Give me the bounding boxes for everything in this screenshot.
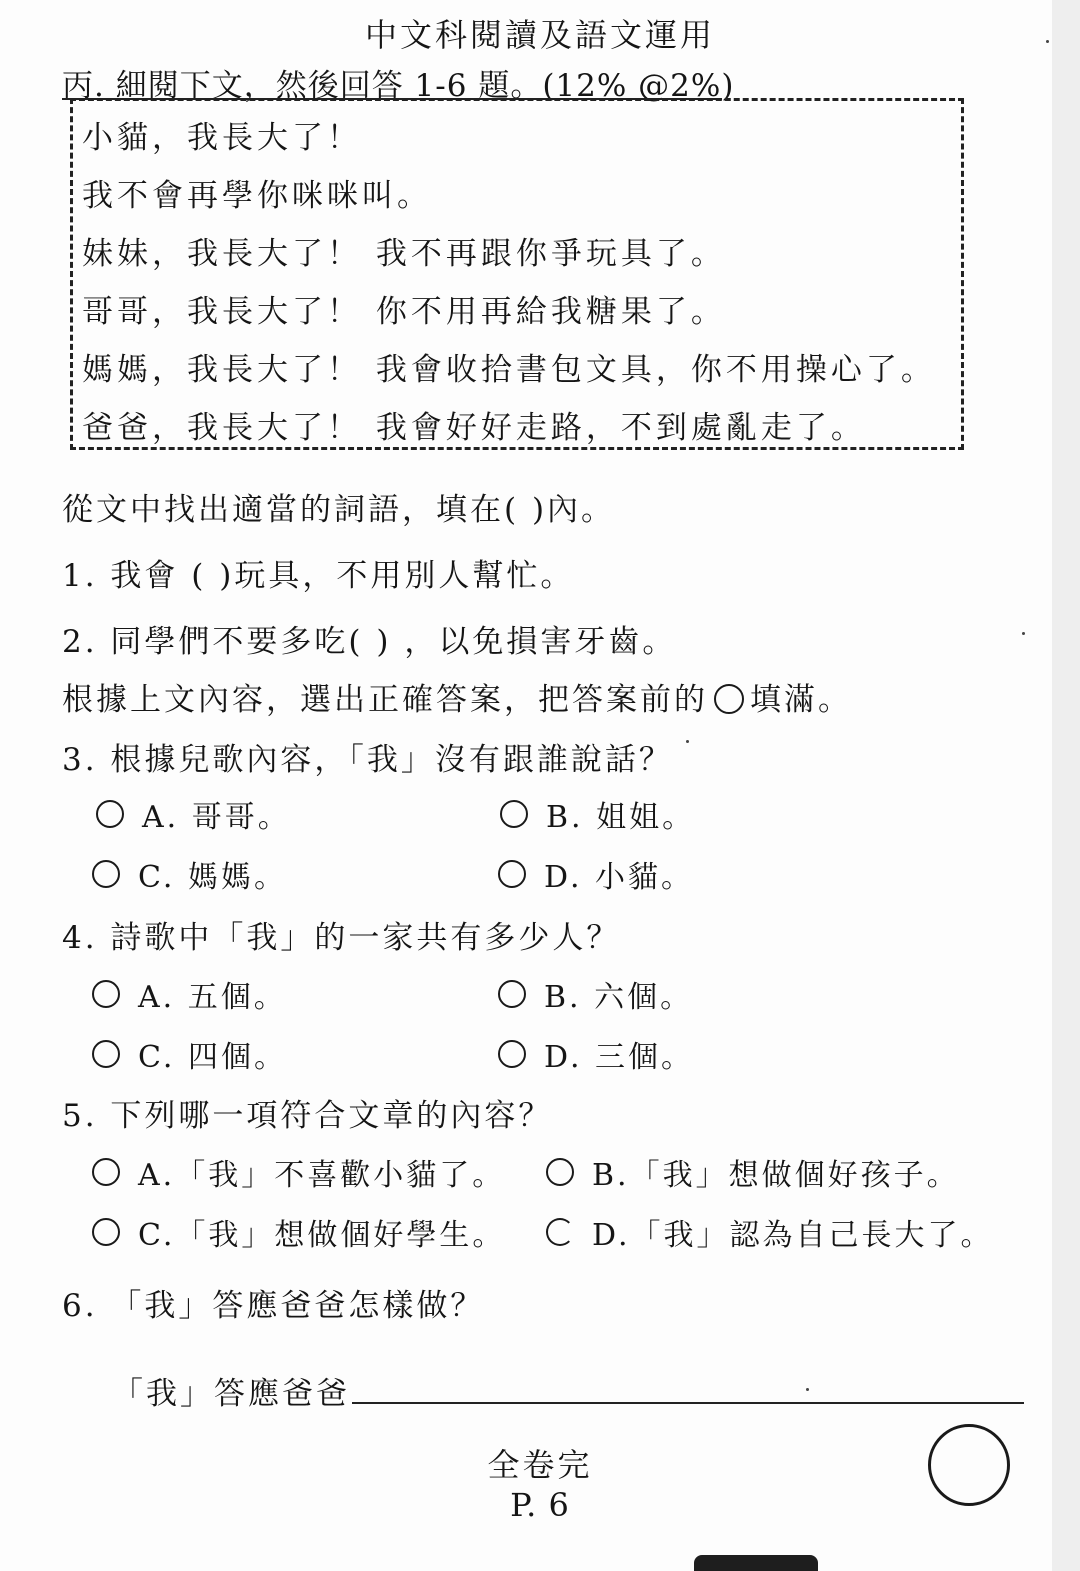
end-of-paper: 全卷完 (487, 1446, 593, 1484)
score-circle (928, 1424, 1010, 1506)
bubble-icon[interactable] (500, 800, 528, 828)
bubble-icon[interactable] (92, 1158, 120, 1186)
bubble-icon[interactable] (498, 1040, 526, 1068)
q3-option-a[interactable] (96, 792, 291, 836)
q6-answer-prefix: 「我」答應爸爸 (112, 1376, 350, 1412)
q3-option-b[interactable] (500, 792, 695, 836)
bubble-icon[interactable] (92, 1218, 120, 1246)
q4-option-a[interactable] (92, 972, 287, 1016)
scan-speck (1022, 632, 1025, 635)
option-label: A. 哥哥。 (142, 800, 291, 835)
page-edge (1052, 0, 1080, 1571)
question-1[interactable]: 1. 我會 ( )玩具，不用別人幫忙。 (62, 558, 575, 594)
bubble-icon[interactable] (498, 860, 526, 888)
option-label: B.「我」想做個好孩子。 (592, 1158, 960, 1193)
poem-line: 哥哥，我長大了！ 你不用再給我糖果了。 (82, 294, 726, 330)
option-label: D. 三個。 (544, 1040, 695, 1075)
choice-instruction-before: 根據上文內容，選出正確答案，把答案前的 (62, 682, 708, 718)
option-label: D. 小貓。 (544, 860, 695, 895)
q5-option-a[interactable] (92, 1150, 505, 1194)
option-label: C. 四個。 (138, 1040, 287, 1075)
question-5: 5. 下列哪一項符合文章的內容？ (62, 1098, 553, 1134)
section-heading: 丙. 細閱下文，然後回答 1-6 題。(12% @2%) (62, 68, 735, 104)
option-label: C. 媽媽。 (138, 860, 287, 895)
q6-answer-line[interactable] (352, 1402, 1024, 1404)
choice-instruction-after: 填滿。 (750, 682, 852, 718)
option-label: B. 姐姐。 (546, 800, 696, 835)
poem-line: 妹妹，我長大了！ 我不再跟你爭玩具了。 (82, 236, 726, 272)
choice-instruction (62, 674, 852, 719)
q4-option-b[interactable] (498, 972, 693, 1016)
poem-line: 小貓，我長大了！ (82, 120, 362, 156)
page-title: 中文科閱讀及語文運用 (364, 16, 715, 54)
q3-option-c[interactable] (92, 852, 287, 896)
bubble-icon (714, 684, 744, 714)
scan-speck (686, 740, 689, 743)
bubble-icon[interactable] (498, 980, 526, 1008)
poem-line: 我不會再學你咪咪叫。 (82, 178, 432, 214)
question-6: 6. 「我」答應爸爸怎樣做？ (62, 1288, 485, 1324)
poem-line: 爸爸，我長大了！ 我會好好走路，不到處亂走了。 (82, 410, 866, 446)
bubble-icon[interactable] (92, 980, 120, 1008)
q4-option-c[interactable] (92, 1032, 287, 1076)
question-4: 4. 詩歌中「我」的一家共有多少人？ (62, 920, 621, 956)
scan-speck (806, 1388, 809, 1391)
option-label: C.「我」想做個好學生。 (138, 1218, 506, 1253)
bubble-icon[interactable] (92, 1040, 120, 1068)
page-number: P. 6 (510, 1486, 570, 1524)
bubble-icon[interactable] (92, 860, 120, 888)
option-label: A.「我」不喜歡小貓了。 (138, 1158, 506, 1193)
option-label: A. 五個。 (138, 980, 287, 1015)
q4-option-d[interactable] (498, 1032, 694, 1076)
question-2[interactable]: 2. 同學們不要多吃( ) ，以免損害牙齒。 (62, 624, 677, 660)
bubble-icon[interactable] (546, 1218, 574, 1246)
q5-option-d[interactable] (546, 1210, 994, 1254)
fill-instruction: 從文中找出適當的詞語，填在( )內。 (62, 492, 616, 528)
poem-line: 媽媽，我長大了！ 我會收拾書包文具，你不用操心了。 (82, 352, 936, 388)
home-indicator (694, 1555, 818, 1571)
option-label: D.「我」認為自己長大了。 (592, 1218, 994, 1253)
scan-speck (1046, 40, 1049, 43)
q5-option-b[interactable] (546, 1150, 960, 1194)
q5-option-c[interactable] (92, 1210, 505, 1254)
option-label: B. 六個。 (544, 980, 694, 1015)
question-3: 3. 根據兒歌內容，「我」沒有跟誰說話？ (62, 742, 673, 778)
bubble-icon[interactable] (546, 1158, 574, 1186)
q3-option-d[interactable] (498, 852, 694, 896)
bubble-icon[interactable] (96, 800, 124, 828)
